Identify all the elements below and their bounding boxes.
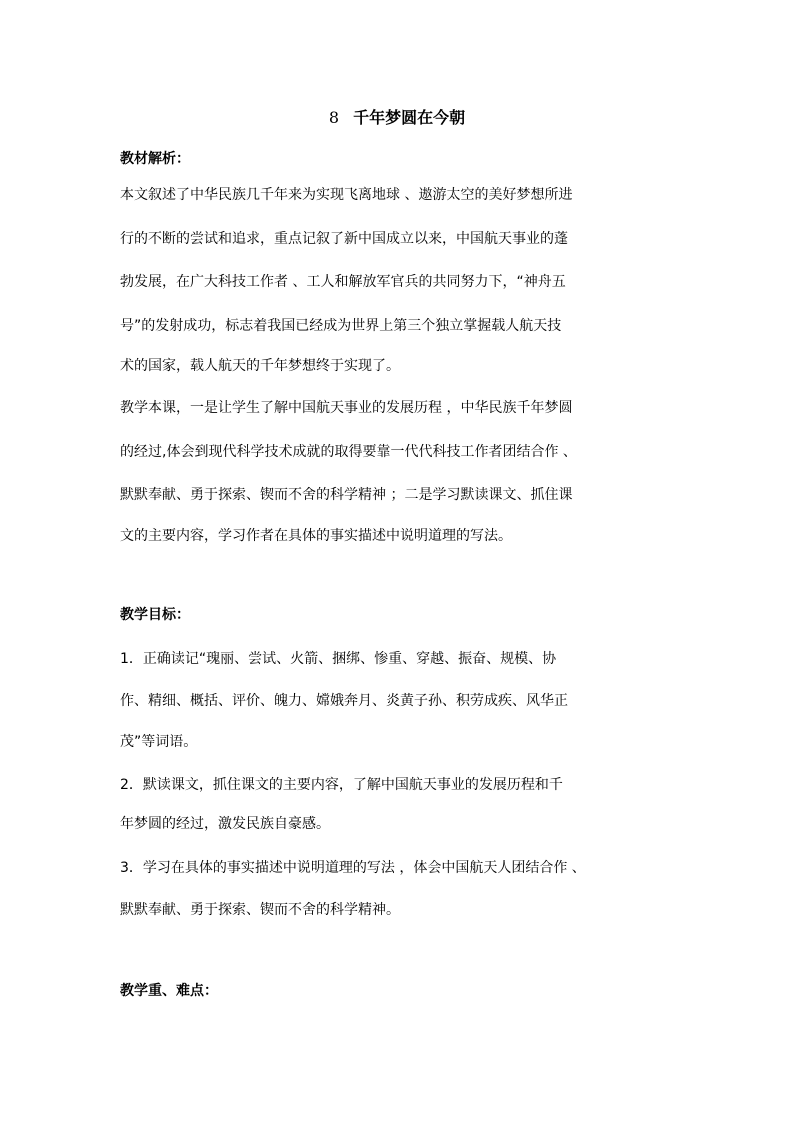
analysis-line: 的经过,体会到现代科学技术成就的取得要靠一代代科技工作者团结合作 、 [120, 444, 577, 460]
analysis-line: 教学本课，一是让学生了解中国航天事业的发展历程 ，中华民族千年梦圆 [120, 400, 573, 416]
document-title [0, 104, 794, 132]
analysis-line: 勃发展，在广大科技工作者 、工人和解放军官兵的共同努力下，“神舟五 [120, 274, 566, 290]
analysis-line: 术的国家，载人航天的千年梦想终于实现了。 [120, 358, 400, 374]
lesson-title: 千年梦圆在今朝 [353, 108, 466, 127]
goals-heading: 教学目标： [120, 607, 190, 623]
analysis-line: 本文叙述了中华民族几千年来为实现飞离地球 、遨游太空的美好梦想所进 [120, 187, 573, 203]
analysis-line: 文的主要内容，学习作者在具体的事实描述中说明道理的写法。 [120, 528, 512, 544]
analysis-line: 行的不断的尝试和追求，重点记叙了新中国成立以来，中国航天事业的蓬 [120, 231, 568, 247]
analysis-heading: 教材解析： [120, 151, 190, 167]
goals-line: 1．正确读记“瑰丽、尝试、火箭、捆绑、惨重、穿越、振奋、规模、协 [120, 651, 557, 667]
goals-line: 年梦圆的经过，激发民族自豪感。 [120, 816, 330, 832]
goals-line: 默默奉献、勇于探索、锲而不舍的科学精神。 [120, 902, 400, 918]
analysis-line: 默默奉献、勇于探索、锲而不舍的科学精神 ；二是学习默读课文、抓住课 [120, 487, 573, 503]
goals-line: 茂”等词语。 [120, 734, 198, 750]
goals-line: 3．学习在具体的事实描述中说明道理的写法 ，体会中国航天人团结合作 、 [120, 860, 586, 876]
analysis-line: 号”的发射成功，标志着我国已经成为世界上第三个独立掌握载人航天技 [120, 318, 562, 334]
lesson-number: 8 [328, 108, 340, 127]
goals-line: 作、精细、概括、评价、魄力、嫦娥奔月、炎黄子孙、积劳成疾、风华正 [120, 693, 568, 709]
goals-line: 2．默读课文，抓住课文的主要内容，了解中国航天事业的发展历程和千 [120, 777, 563, 793]
key-points-heading: 教学重、难点： [120, 983, 218, 999]
